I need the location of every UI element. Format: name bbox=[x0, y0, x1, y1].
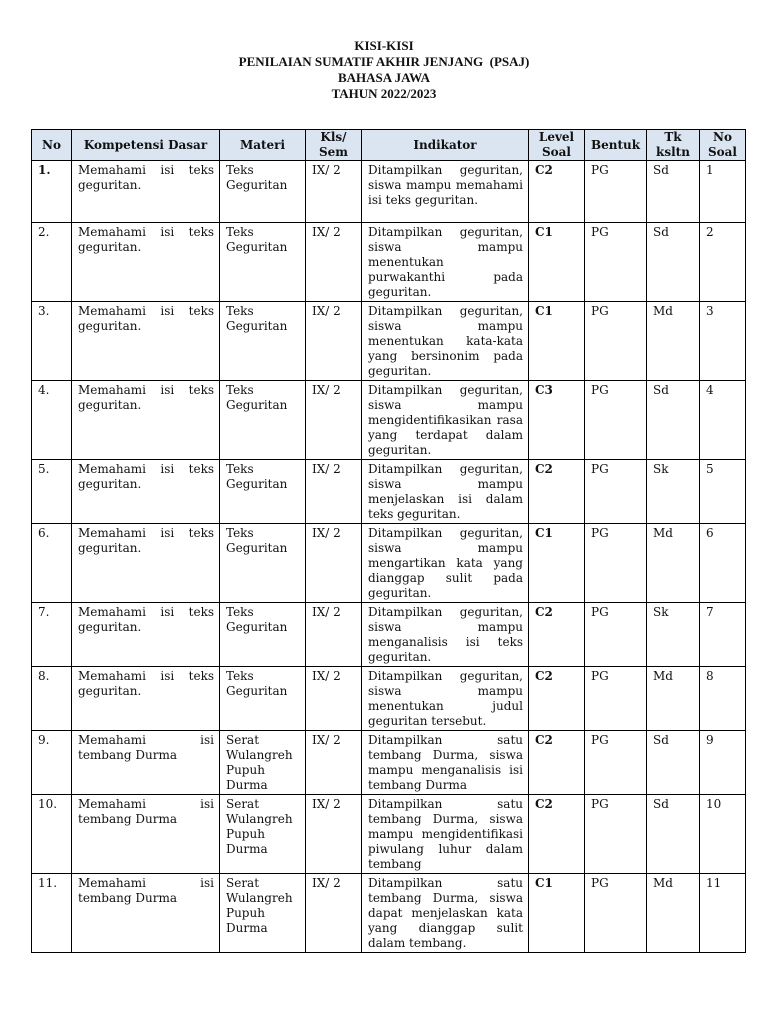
cell-level-soal: C1 bbox=[529, 302, 585, 381]
cell-no-soal: 9 bbox=[700, 731, 746, 795]
cell-indikator: Ditampilkan satu tembang Durma, siswa mampu menganalisis isi tembang Durma bbox=[362, 731, 529, 795]
cell-bentuk: PG bbox=[585, 731, 647, 795]
kisi-kisi-table bbox=[31, 129, 746, 953]
cell-no: 7. bbox=[32, 603, 72, 667]
cell-bentuk: PG bbox=[585, 381, 647, 460]
cell-no: 5. bbox=[32, 460, 72, 524]
cell-kls-sem: IX/ 2 bbox=[306, 381, 362, 460]
table-row bbox=[32, 731, 746, 795]
cell-level-soal: C1 bbox=[529, 223, 585, 302]
header-no-soal: No Soal bbox=[700, 130, 746, 161]
cell-bentuk: PG bbox=[585, 603, 647, 667]
cell-no: 2. bbox=[32, 223, 72, 302]
header-tk-ksltn: Tk ksltn bbox=[647, 130, 700, 161]
cell-materi: Teks Geguritan bbox=[220, 667, 306, 731]
cell-kompetensi-dasar: Memahami isi teks geguritan. bbox=[72, 524, 220, 603]
cell-kls-sem: IX/ 2 bbox=[306, 731, 362, 795]
cell-indikator: Ditampilkan geguritan, siswa mampu menentukan judul geguritan tersebut. bbox=[362, 667, 529, 731]
cell-bentuk: PG bbox=[585, 524, 647, 603]
cell-indikator: Ditampilkan geguritan, siswa mampu menentukan kata-kata yang bersinonim pada geguritan. bbox=[362, 302, 529, 381]
cell-bentuk: PG bbox=[585, 874, 647, 953]
cell-no: 1. bbox=[32, 161, 72, 223]
cell-materi: Teks Geguritan bbox=[220, 524, 306, 603]
cell-level-soal: C3 bbox=[529, 381, 585, 460]
cell-indikator: Ditampilkan geguritan, siswa mampu mengidentifikasikan rasa yang terdapat dalam geguritan. bbox=[362, 381, 529, 460]
table-row bbox=[32, 161, 746, 223]
cell-level-soal: C2 bbox=[529, 603, 585, 667]
cell-level-soal: C1 bbox=[529, 524, 585, 603]
cell-kompetensi-dasar: Memahami isi teks geguritan. bbox=[72, 667, 220, 731]
cell-indikator: Ditampilkan geguritan, siswa mampu menjelaskan isi dalam teks geguritan. bbox=[362, 460, 529, 524]
cell-tk-ksltn: Md bbox=[647, 524, 700, 603]
cell-kompetensi-dasar: Memahami isi tembang Durma bbox=[72, 731, 220, 795]
cell-kompetensi-dasar: Memahami isi teks geguritan. bbox=[72, 302, 220, 381]
cell-tk-ksltn: Md bbox=[647, 667, 700, 731]
table-row bbox=[32, 795, 746, 874]
table-row bbox=[32, 302, 746, 381]
cell-tk-ksltn: Sd bbox=[647, 731, 700, 795]
table-row bbox=[32, 874, 746, 953]
document-title bbox=[0, 38, 768, 102]
table-row bbox=[32, 524, 746, 603]
cell-no: 8. bbox=[32, 667, 72, 731]
cell-kompetensi-dasar: Memahami isi teks geguritan. bbox=[72, 603, 220, 667]
cell-indikator: Ditampilkan geguritan, siswa mampu mengartikan kata yang dianggap sulit pada geguritan. bbox=[362, 524, 529, 603]
cell-materi: Serat Wulangreh Pupuh Durma bbox=[220, 795, 306, 874]
header-no: No bbox=[32, 130, 72, 161]
cell-no: 3. bbox=[32, 302, 72, 381]
cell-bentuk: PG bbox=[585, 223, 647, 302]
cell-kls-sem: IX/ 2 bbox=[306, 223, 362, 302]
table-row bbox=[32, 603, 746, 667]
cell-kompetensi-dasar: Memahami isi tembang Durma bbox=[72, 874, 220, 953]
cell-no: 9. bbox=[32, 731, 72, 795]
cell-no-soal: 4 bbox=[700, 381, 746, 460]
cell-no: 11. bbox=[32, 874, 72, 953]
cell-tk-ksltn: Sd bbox=[647, 795, 700, 874]
cell-no-soal: 1 bbox=[700, 161, 746, 223]
cell-tk-ksltn: Sk bbox=[647, 603, 700, 667]
cell-materi: Teks Geguritan bbox=[220, 381, 306, 460]
cell-materi: Teks Geguritan bbox=[220, 161, 306, 223]
cell-level-soal: C2 bbox=[529, 667, 585, 731]
cell-materi: Teks Geguritan bbox=[220, 460, 306, 524]
cell-bentuk: PG bbox=[585, 460, 647, 524]
title-line-4: TAHUN 2022/2023 bbox=[331, 86, 437, 101]
cell-kompetensi-dasar: Memahami isi tembang Durma bbox=[72, 795, 220, 874]
cell-bentuk: PG bbox=[585, 795, 647, 874]
cell-tk-ksltn: Md bbox=[647, 874, 700, 953]
cell-tk-ksltn: Sd bbox=[647, 381, 700, 460]
cell-bentuk: PG bbox=[585, 667, 647, 731]
cell-bentuk: PG bbox=[585, 161, 647, 223]
cell-materi: Serat Wulangreh Pupuh Durma bbox=[220, 731, 306, 795]
cell-kls-sem: IX/ 2 bbox=[306, 302, 362, 381]
cell-indikator: Ditampilkan geguritan, siswa mampu menentukan purwakanthi pada geguritan. bbox=[362, 223, 529, 302]
cell-level-soal: C2 bbox=[529, 795, 585, 874]
table-row bbox=[32, 460, 746, 524]
cell-kompetensi-dasar: Memahami isi teks geguritan. bbox=[72, 161, 220, 223]
cell-kompetensi-dasar: Memahami isi teks geguritan. bbox=[72, 381, 220, 460]
table-header-row bbox=[32, 130, 746, 161]
header-bentuk: Bentuk bbox=[585, 130, 647, 161]
cell-kls-sem: IX/ 2 bbox=[306, 667, 362, 731]
cell-materi: Serat Wulangreh Pupuh Durma bbox=[220, 874, 306, 953]
header-materi: Materi bbox=[220, 130, 306, 161]
cell-indikator: Ditampilkan satu tembang Durma, siswa mampu mengidentifikasi piwulang luhur dalam tembang bbox=[362, 795, 529, 874]
cell-kls-sem: IX/ 2 bbox=[306, 524, 362, 603]
cell-no-soal: 8 bbox=[700, 667, 746, 731]
cell-indikator: Ditampilkan geguritan, siswa mampu memahami isi teks geguritan. bbox=[362, 161, 529, 223]
cell-level-soal: C2 bbox=[529, 460, 585, 524]
cell-kls-sem: IX/ 2 bbox=[306, 161, 362, 223]
cell-tk-ksltn: Sd bbox=[647, 223, 700, 302]
table-row bbox=[32, 667, 746, 731]
cell-bentuk: PG bbox=[585, 302, 647, 381]
cell-level-soal: C2 bbox=[529, 161, 585, 223]
table-row bbox=[32, 223, 746, 302]
cell-no: 6. bbox=[32, 524, 72, 603]
cell-no-soal: 11 bbox=[700, 874, 746, 953]
cell-tk-ksltn: Md bbox=[647, 302, 700, 381]
cell-indikator: Ditampilkan satu tembang Durma, siswa dapat menjelaskan kata yang dianggap sulit dalam tembang. bbox=[362, 874, 529, 953]
cell-indikator: Ditampilkan geguritan, siswa mampu menganalisis isi teks geguritan. bbox=[362, 603, 529, 667]
table-row bbox=[32, 381, 746, 460]
cell-no: 10. bbox=[32, 795, 72, 874]
cell-no-soal: 2 bbox=[700, 223, 746, 302]
cell-kls-sem: IX/ 2 bbox=[306, 603, 362, 667]
cell-tk-ksltn: Sd bbox=[647, 161, 700, 223]
cell-kompetensi-dasar: Memahami isi teks geguritan. bbox=[72, 223, 220, 302]
cell-kls-sem: IX/ 2 bbox=[306, 795, 362, 874]
cell-no-soal: 6 bbox=[700, 524, 746, 603]
cell-kompetensi-dasar: Memahami isi teks geguritan. bbox=[72, 460, 220, 524]
header-indikator: Indikator bbox=[362, 130, 529, 161]
header-kls-sem: Kls/ Sem bbox=[306, 130, 362, 161]
cell-materi: Teks Geguritan bbox=[220, 302, 306, 381]
cell-materi: Teks Geguritan bbox=[220, 223, 306, 302]
title-line-2: PENILAIAN SUMATIF AKHIR JENJANG (PSAJ) bbox=[238, 54, 530, 69]
title-line-3: BAHASA JAWA bbox=[337, 70, 431, 85]
cell-tk-ksltn: Sk bbox=[647, 460, 700, 524]
cell-no-soal: 3 bbox=[700, 302, 746, 381]
cell-no-soal: 5 bbox=[700, 460, 746, 524]
cell-level-soal: C1 bbox=[529, 874, 585, 953]
cell-kls-sem: IX/ 2 bbox=[306, 874, 362, 953]
cell-no-soal: 7 bbox=[700, 603, 746, 667]
cell-no: 4. bbox=[32, 381, 72, 460]
header-kompetensi-dasar: Kompetensi Dasar bbox=[72, 130, 220, 161]
header-level-soal: Level Soal bbox=[529, 130, 585, 161]
title-line-1: KISI-KISI bbox=[354, 38, 414, 53]
cell-materi: Teks Geguritan bbox=[220, 603, 306, 667]
cell-level-soal: C2 bbox=[529, 731, 585, 795]
cell-no-soal: 10 bbox=[700, 795, 746, 874]
cell-kls-sem: IX/ 2 bbox=[306, 460, 362, 524]
